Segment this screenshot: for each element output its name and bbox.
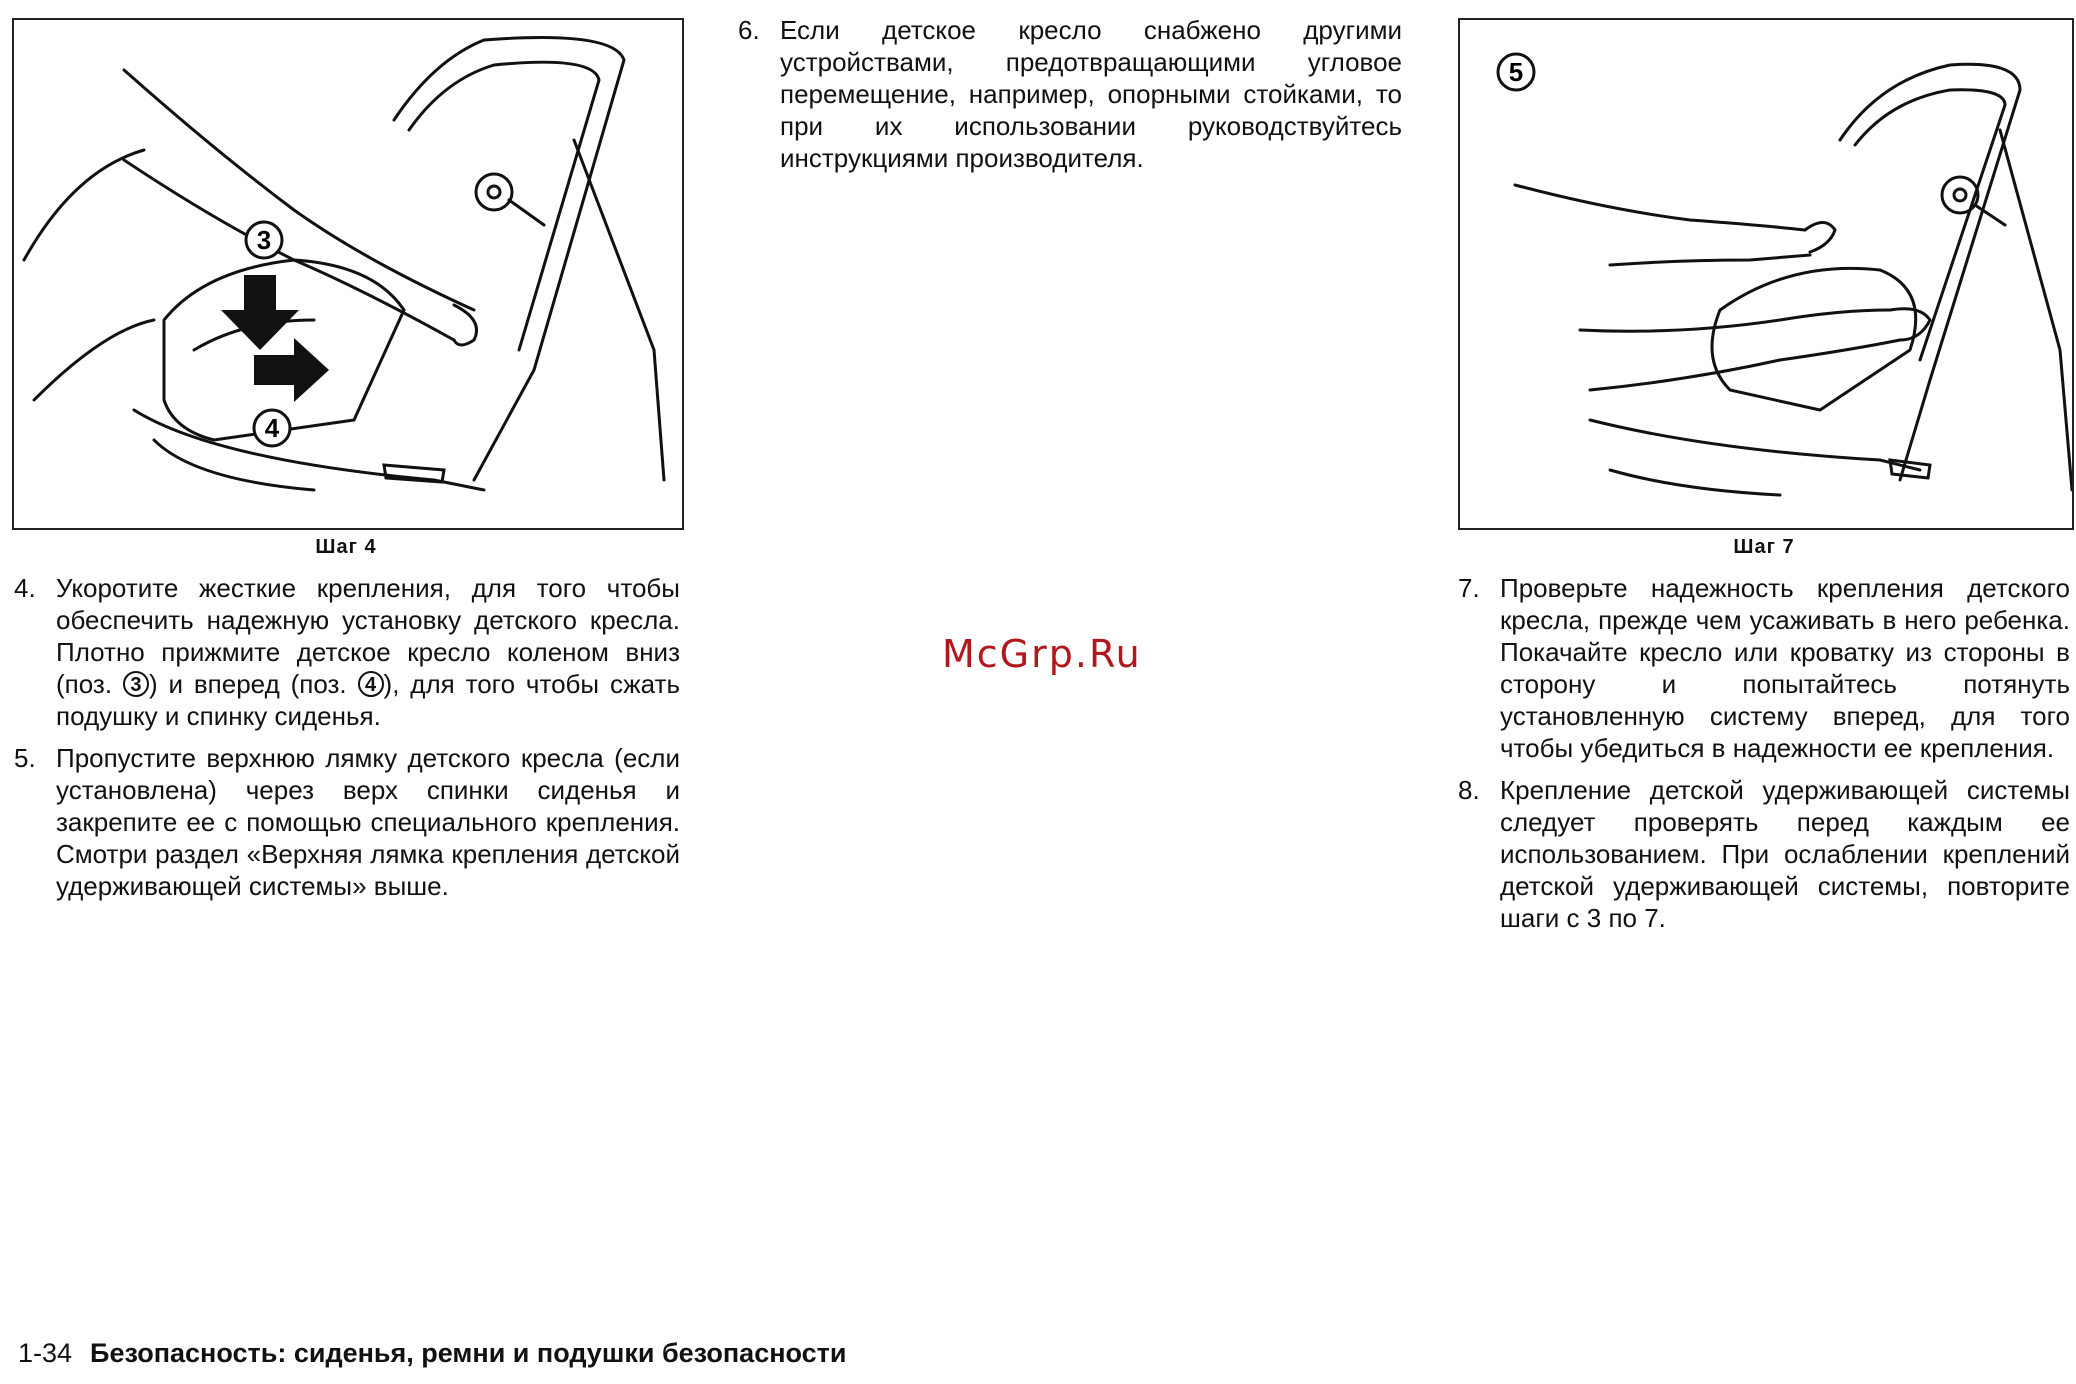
step-4-illustration [14,20,682,528]
watermark: McGrp.Ru [942,632,1142,676]
step-7-illustration [1460,20,2072,528]
item-text: Укоротите жесткие крепления, для того чтобы обеспечить надежную установку детского кресла. Плотно прижмите детское кресло коленом вниз (поз. 3 ) и вперед (поз. 4 ), для того чтобы сжать подушку и спинку сиденья. [56,573,681,731]
page-footer [18,1338,847,1369]
item-text: Крепление детской удерживающей системы следует проверять перед каждым ее использованием. При ослаблении креплений детской удерживающей системы, повторите шаги с 3 по 7. [1500,775,2070,933]
step-item-7 [1458,572,2070,764]
item-number: 6. [738,15,760,45]
step-item-5 [14,742,680,902]
figure-step-4 [12,18,684,530]
caption-step-7: Шаг 7 [1733,536,1795,558]
item-text: Пропустите верхнюю лямку детского кресла (если установлена) через верх спинки сиденья и закрепите ее с помощью специального крепления. Смотри раздел «Верхняя лямка крепления детской удерживающей системы» выше. [56,743,680,901]
item-text: Если детское кресло снабжено другими устройствами, предотвращающими угловое перемещение, например, опорными стойками, то при их использовании руководствуйтесь инструкциями производителя. [780,15,1402,173]
ref-callout-4: 4 [358,671,384,697]
page-number: 1-34 [18,1338,73,1368]
caption-step-4: Шаг 4 [315,536,377,558]
figure-step-7 [1458,18,2074,530]
step-item-4 [14,572,680,732]
section-title: Безопасность: сиденья, ремни и подушки безопасности [90,1338,847,1368]
item-number: 5. [14,743,36,773]
callout-5: 5 [1508,57,1524,87]
callout-3: 3 [256,225,272,255]
ref-callout-3: 3 [123,671,149,697]
callout-4: 4 [264,413,280,443]
step-item-8 [1458,774,2070,934]
item-number: 4. [14,573,36,603]
item-number: 7. [1458,573,1480,603]
step-item-6 [738,14,1402,174]
item-number: 8. [1458,775,1480,805]
item-text: Проверьте надежность крепления детского кресла, прежде чем усаживать в него ребенка. Покачайте кресло или кроватку из стороны в сторону и попытайтесь потянуть установленную систему вперед, для того чтобы убедиться в надежности ее крепления. [1500,573,2070,763]
